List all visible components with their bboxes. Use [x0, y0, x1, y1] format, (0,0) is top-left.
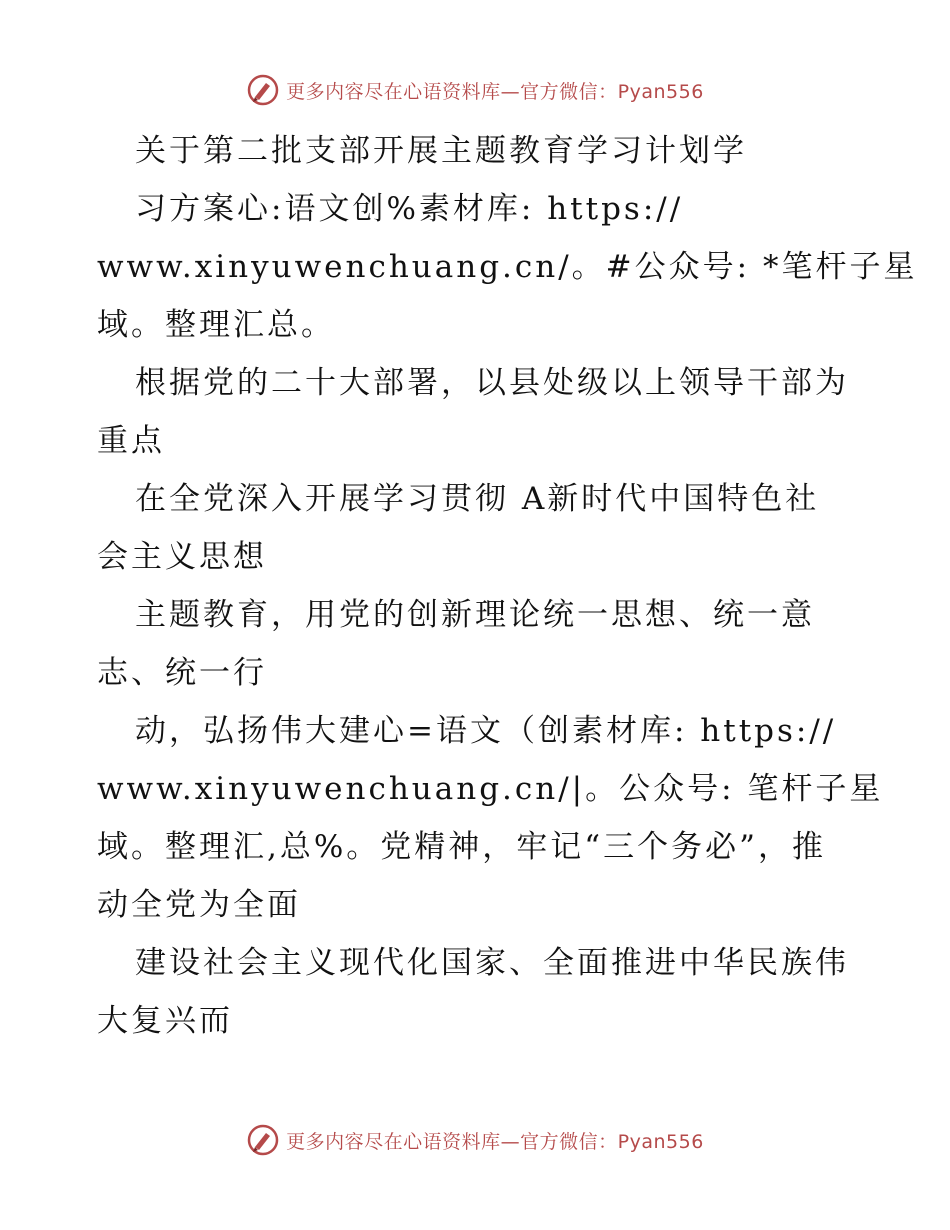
text-line: 动全党为全面 [97, 887, 301, 923]
pen-logo-icon [246, 1123, 280, 1157]
text-line: 志、统一行 [97, 655, 267, 691]
text-line: 在全党深入开展学习贯彻 A新时代中国特色社 [135, 481, 820, 517]
text-line: www.xinyuwenchuang.cn/|。公众号: 笔杆子星 [97, 771, 884, 807]
document-body [97, 122, 918, 1050]
text-line: 主题教育，用党的创新理论统一思想、统一意 [135, 597, 815, 633]
footer-watermark [0, 1120, 950, 1160]
watermark-text: 更多内容尽在心语资料库—官方微信：Pyan556 [286, 80, 704, 103]
text-line: 动，弘扬伟大建心=语文（创素材库: https:// [135, 713, 837, 749]
text-line: 大复兴而 [97, 1003, 233, 1039]
text-line: 关于第二批支部开展主题教育学习计划学 [135, 133, 747, 169]
pen-logo-icon [246, 73, 280, 107]
header-watermark [0, 70, 950, 110]
text-line: 域。整理汇总。 [97, 307, 335, 343]
text-line: 重点 [97, 423, 165, 459]
text-line: www.xinyuwenchuang.cn/。#公众号: *笔杆子星 [97, 249, 918, 285]
text-line: 建设社会主义现代化国家、全面推进中华民族伟 [135, 945, 849, 981]
watermark-text: 更多内容尽在心语资料库—官方微信：Pyan556 [286, 1130, 704, 1153]
text-line: 根据党的二十大部署，以县处级以上领导干部为 [135, 365, 849, 401]
text-line: 域。整理汇,总%。党精神，牢记“三个务必”，推 [97, 829, 827, 865]
text-line: 习方案心:语文创%素材库: https:// [135, 191, 684, 227]
text-line: 会主义思想 [97, 539, 267, 575]
